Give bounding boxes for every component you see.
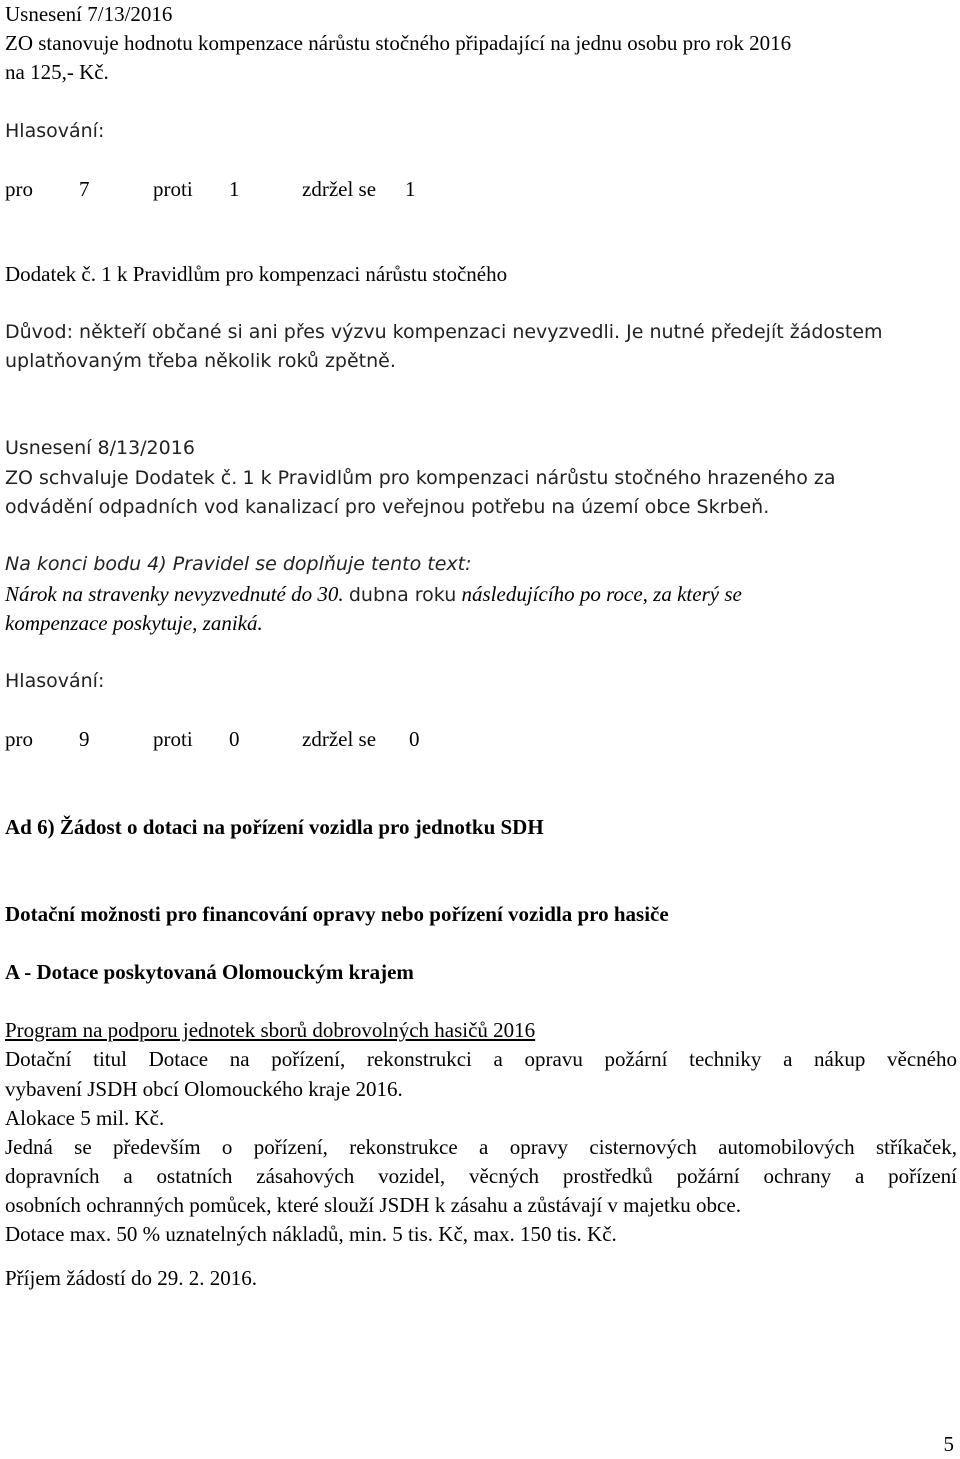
resolution-8-zo: ZO schvaluje Dodatek č. [5, 467, 238, 489]
ad6-heading: Ad 6) Žádost o dotaci na pořízení vozidla pro jednotku SDH [5, 815, 544, 839]
vote-2-proti-label: proti [153, 727, 193, 751]
dotace-a-heading: A - Dotace poskytovaná Olomouckým krajem [5, 960, 414, 984]
titul-line-1: Dotační titul Dotace na pořízení, rekonstrukci a opravu požární techniky a nákup věcného [5, 1047, 957, 1071]
vote-2-zdrzel-label: zdržel se [302, 727, 377, 751]
vote-2-label: Hlasování: [5, 670, 105, 692]
narok-line-1 [5, 580, 742, 610]
vote-1-proti-value: 1 [229, 177, 240, 201]
duvod-line-2: uplatňovaným třeba několik roků zpětně. [5, 350, 396, 372]
resolution-8-title: Usnesení 8/13/2016 [5, 437, 195, 459]
duvod-line-1: Důvod: někteří občané si ani přes výzvu kompenzaci nevyzvedli. Je nutné předejít žádostem [5, 321, 883, 343]
dotacni-moznosti-heading: Dotační možnosti pro financování opravy nebo pořízení vozidla pro hasiče [5, 902, 669, 926]
jedna-line-1: Jedná se především o pořízení, rekonstrukce a opravy cisternových automobilových stříkaček, [5, 1135, 957, 1159]
dodatek-line: Dodatek č. 1 k Pravidlům pro kompenzaci nárůstu stočného [5, 262, 508, 286]
na-konci-line: Na konci bodu 4) Pravidel se doplňuje tento text: [5, 553, 472, 575]
narok-part-a: Nárok na stravenky nevyzvednuté do 30. [5, 582, 344, 606]
vote-1-pro-value: 7 [79, 177, 90, 201]
narok-part-b: dubna roku [348, 584, 457, 606]
resolution-7-text-line-2: na 125,- Kč. [5, 60, 109, 84]
page-number: 5 [943, 1432, 954, 1456]
jedna-line-3: osobních ochranných pomůcek, které slouží JSDH k zásahu a zůstávají v majetku obce. [5, 1193, 741, 1217]
resolution-8-text-line-1 [5, 463, 836, 493]
vote-2-proti-value: 0 [229, 727, 240, 751]
alokace-line: Alokace 5 mil. Kč. [5, 1106, 165, 1130]
vote-1-zdrzel-label: zdržel se [302, 177, 377, 201]
narok-part-c: následujícího po roce, za který se [461, 582, 742, 606]
titul-line-2: vybavení JSDH obcí Olomouckého kraje 2016. [5, 1077, 403, 1101]
vote-2-zdrzel-value: 0 [409, 727, 420, 751]
resolution-7-title: Usnesení 7/13/2016 [5, 2, 173, 26]
vote-2-pro-label: pro [5, 727, 33, 751]
program-title: Program na podporu jednotek sborů dobrovolných hasičů 2016 [5, 1018, 536, 1042]
jedna-line-2: dopravních a ostatních zásahových vozidel, věcných prostředků požární ochrany a pořízení [5, 1164, 957, 1188]
dotace-max-line: Dotace max. 50 % uznatelných nákladů, min. 5 tis. Kč, max. 150 tis. Kč. [5, 1222, 617, 1246]
resolution-8-text-rest: 1 k Pravidlům pro kompenzaci nárůstu stočného hrazeného za [242, 467, 836, 489]
vote-1-pro-label: pro [5, 177, 33, 201]
narok-line-2: kompenzace poskytuje, zaniká. [5, 611, 263, 635]
vote-1-label: Hlasování: [5, 120, 105, 142]
resolution-7-text-line-1: ZO stanovuje hodnotu kompenzace nárůstu stočného připadající na jednu osobu pro rok 2016 [5, 31, 792, 55]
resolution-8-text-line-2: odvádění odpadních vod kanalizací pro veřejnou potřebu na území obce Skrbeň. [5, 496, 770, 518]
vote-2-pro-value: 9 [79, 727, 90, 751]
vote-1-proti-label: proti [153, 177, 193, 201]
vote-1-zdrzel-value: 1 [405, 177, 416, 201]
prijem-line: Příjem žádostí do 29. 2. 2016. [5, 1266, 257, 1290]
